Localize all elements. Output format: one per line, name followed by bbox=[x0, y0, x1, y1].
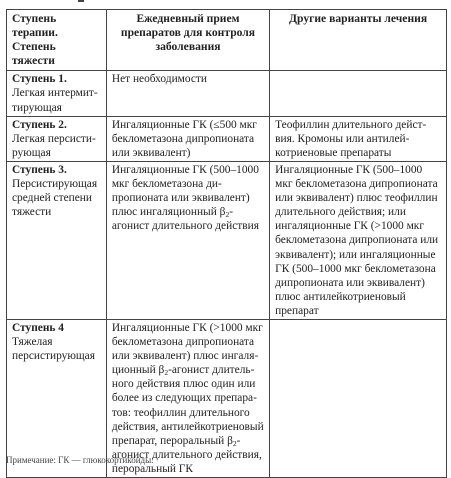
table-row bbox=[7, 161, 447, 319]
severity-label: Легкая персистирующая bbox=[12, 132, 96, 159]
daily-text-part: -агонист длительного действия bbox=[111, 206, 259, 233]
subscript: 2 bbox=[232, 438, 237, 448]
daily-text-part: Ингаляционные ГК (500–1000 мкг беклометазона дипропионата или эквивалент) плюс ингаляционный β bbox=[111, 163, 259, 219]
other-options-cell bbox=[270, 319, 447, 477]
daily-treatment-cell: Нет необходимости bbox=[106, 71, 269, 116]
severity-label: Тяжелая персистирующая bbox=[12, 336, 95, 363]
daily-text-part: -агонист длительного действия, пероральный ГК bbox=[111, 434, 262, 475]
severity-label: Персистирующая средней степени тяжести bbox=[12, 178, 98, 219]
therapy-table bbox=[6, 9, 447, 478]
severity-label: Легкая интермиттирующая bbox=[12, 87, 98, 114]
top-rule-mark bbox=[78, 0, 84, 2]
stage-cell bbox=[7, 161, 107, 319]
stage-label: Ступень 1. bbox=[12, 73, 67, 86]
stage-cell bbox=[7, 71, 107, 116]
daily-treatment-cell bbox=[106, 161, 269, 319]
other-options-cell: Теофиллин длительного действия. Кромоны или антилейкотриеновые препараты bbox=[270, 116, 447, 161]
subscript: 2 bbox=[225, 210, 230, 220]
daily-text-part: -агонист длительного действия плюс один или более из следующих препаратов: теофиллин длительного действия, антилейкотриеновый препарат, пероральный β bbox=[111, 364, 264, 447]
other-options-cell bbox=[270, 71, 447, 116]
header-daily-treatment: Ежедневный прием препаратов для контроля заболевания bbox=[106, 10, 269, 71]
footnote: Примечание: ГК — глюкокортикоиды. bbox=[6, 455, 154, 465]
table-row bbox=[7, 116, 447, 161]
daily-treatment-cell bbox=[106, 319, 269, 477]
header-other-options: Другие варианты лечения bbox=[270, 10, 447, 71]
table-row bbox=[7, 71, 447, 116]
table-row bbox=[7, 319, 447, 477]
header-stage: Ступень терапии. Степень тяжести bbox=[7, 10, 107, 71]
stage-label: Ступень 4 bbox=[12, 321, 64, 334]
stage-cell bbox=[7, 319, 107, 477]
stage-cell bbox=[7, 116, 107, 161]
other-options-cell: Ингаляционные ГК (500–1000 мкг беклометазона дипропионата или эквивалент) плюс теофиллин длительного действия; или ингаляционные ГК (>1000 мкг беклометазона дипропионата или эквивалент); или ингаляционные ГК (500–1000 мкг беклометазона дипропионата или эквивалент) плюс антилейкотриеновый препарат bbox=[270, 161, 447, 319]
table-header-row bbox=[7, 10, 447, 71]
stage-label: Ступень 2. bbox=[12, 118, 67, 131]
daily-text-part: Ингаляционные ГК (>1000 мкг беклометазона дипропионата или эквивалент) плюс ингаляционный β bbox=[111, 321, 263, 377]
daily-treatment-cell: Ингаляционные ГК (≤500 мкг беклометазона дипропионата или эквивалент) bbox=[106, 116, 269, 161]
stage-label: Ступень 3. bbox=[12, 163, 67, 176]
top-rule bbox=[0, 0, 451, 6]
subscript: 2 bbox=[164, 368, 169, 378]
